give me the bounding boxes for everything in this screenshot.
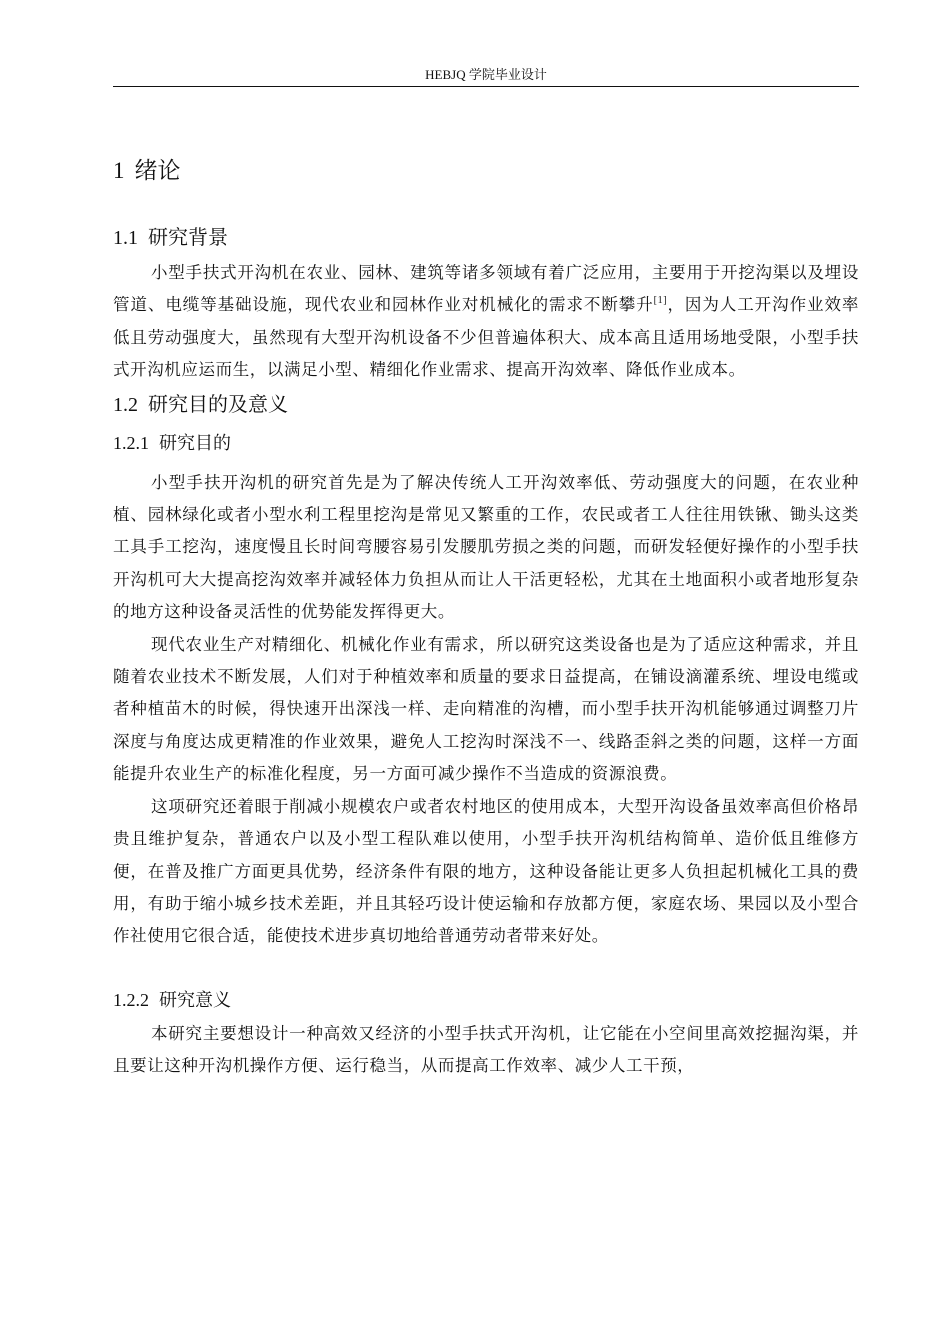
section-title: 研究背景 <box>148 225 228 249</box>
subsection-title: 研究目的 <box>159 432 231 454</box>
paragraph-significance: 本研究主要想设计一种高效又经济的小型手扶式开沟机，让它能在小空间里高效挖掘沟渠，并且要让这种开沟机操作方便、运行稳当，从而提高工作效率、减少人工干预， <box>113 1023 859 1076</box>
subsection-number: 1.2.1 <box>113 432 149 453</box>
page-content <box>113 150 859 1083</box>
section-heading-1-2 <box>113 387 859 422</box>
chapter-number: 1 <box>113 158 125 183</box>
chapter-title: 绪论 <box>134 158 181 184</box>
subsection-title: 研究意义 <box>159 989 231 1011</box>
paragraph-background <box>113 257 859 387</box>
section-number: 1.2 <box>113 393 138 416</box>
running-header: HEBJQ 学院毕业设计 <box>425 67 547 82</box>
subsection-number: 1.2.2 <box>113 989 149 1010</box>
paragraph-text: ，因为人工开沟作业效率低且劳动强度大，虽然现有大型开沟机设备不少但普遍体积大、成本高且适用场地受限，小型手扶式开沟机应运而生，以满足小型、精细化作业需求、提高开沟效率、降低作业成本。 <box>113 295 859 380</box>
paragraph-purpose-2: 现代农业生产对精细化、机械化作业有需求，所以研究这类设备也是为了适应这种需求，并且随着农业技术不断发展，人们对于种植效率和质量的要求日益提高，在铺设滴灌系统、埋设电缆或者种植苗木的时候，得快速开出深浅一样、走向精准的沟槽，而小型手扶开沟机能够通过调整刀片深度与角度达成更精准的作业效果，避免人工挖沟时深浅不一、线路歪斜之类的问题，这样一方面能提升农业生产的标准化程度，另一方面可减少操作不当造成的资源浪费。 <box>113 634 859 784</box>
subsection-heading-1-2-1 <box>113 426 859 461</box>
section-number: 1.1 <box>113 227 138 249</box>
section-title: 研究目的及意义 <box>148 391 288 416</box>
paragraph-purpose-1: 小型手扶开沟机的研究首先是为了解决传统人工开沟效率低、劳动强度大的问题，在农业种植、园林绿化或者小型水利工程里挖沟是常见又繁重的工作，农民或者工人往往用铁锹、锄头这类工具手工挖沟，速度慢且长时间弯腰容易引发腰肌劳损之类的问题，而研发轻便好操作的小型手扶开沟机可大大提高挖沟效率并减轻体力负担从而让人干活更轻松，尤其在土地面积小或者地形复杂的地方这种设备灵活性的优势能发挥得更大。 <box>113 472 859 622</box>
header-rule <box>113 86 859 87</box>
citation-reference: [1] <box>653 295 668 307</box>
subsection-heading-1-2-2 <box>113 983 859 1018</box>
paragraph-purpose-3: 这项研究还着眼于削减小规模农户或者农村地区的使用成本，大型开沟设备虽效率高但价格昂贵且维护复杂，普通农户以及小型工程队难以使用，小型手扶开沟机结构简单、造价低且维修方便，在普及推广方面更具优势，经济条件有限的地方，这种设备能让更多人负担起机械化工具的费用，有助于缩小城乡技术差距，并且其轻巧设计使运输和存放都方便，家庭农场、果园以及小型合作社使用它很合适，能使技术进步真切地给普通劳动者带来好处。 <box>113 796 859 946</box>
section-heading-1-1 <box>113 220 859 255</box>
paragraph-text: 小型手扶式开沟机在农业、园林、建筑等诸多领域有着广泛应用，主要用于开挖沟渠以及埋设管道、电缆等基础设施，现代农业和园林作业对机械化的需求不断攀升 <box>113 263 859 315</box>
chapter-heading <box>113 150 859 192</box>
